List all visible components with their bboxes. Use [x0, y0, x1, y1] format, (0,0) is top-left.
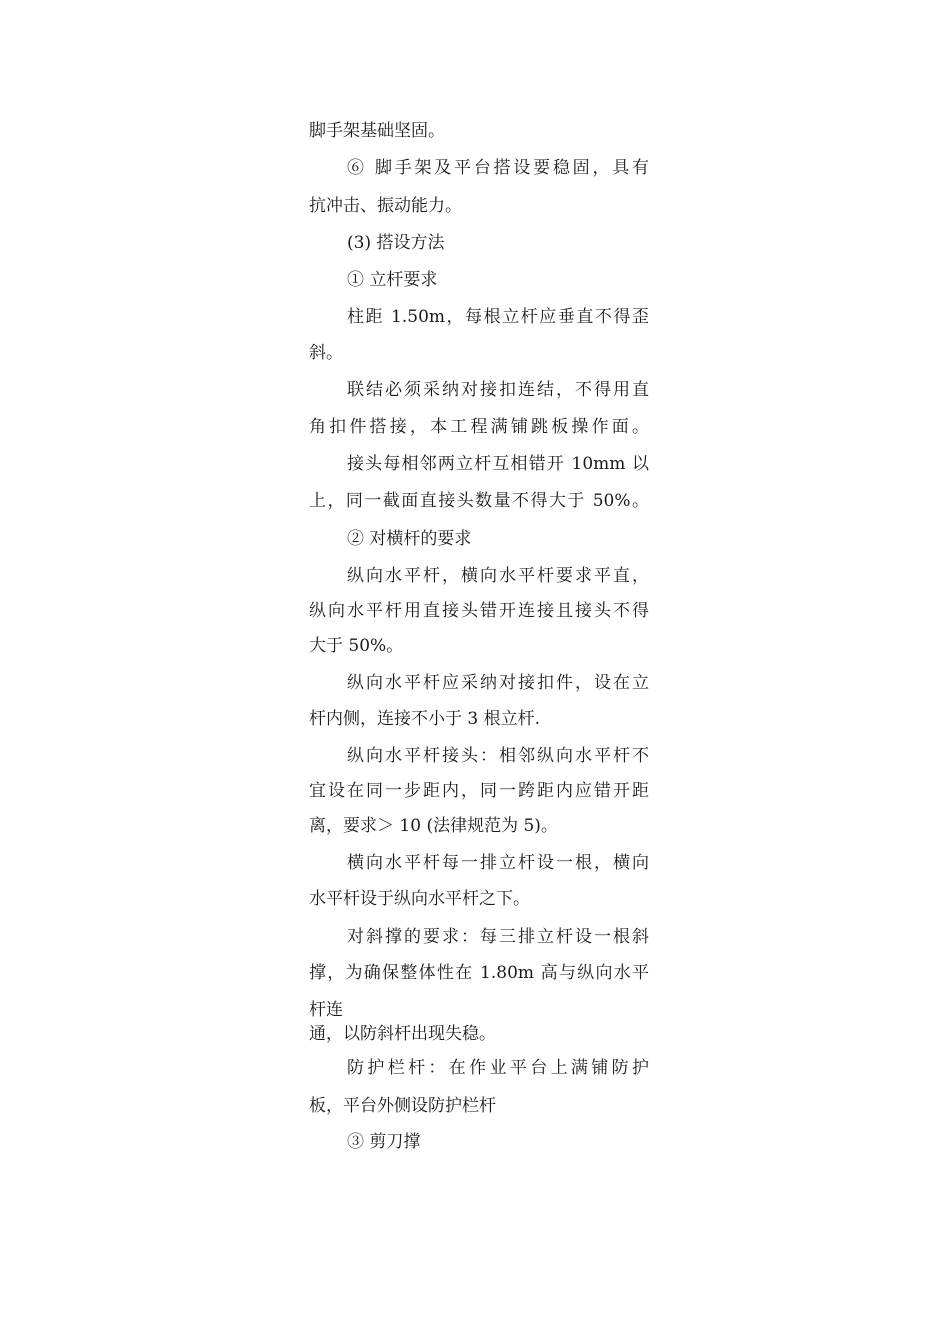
- text-line: 脚手架基础坚固。: [309, 121, 445, 141]
- subsection-heading: ② 对横杆的要求: [347, 529, 472, 549]
- text-line: 离，要求＞ 10 (法律规范为 5)。: [309, 816, 558, 836]
- text-line: 对斜撑的要求：每三排立杆设一根斜: [347, 927, 649, 947]
- text-line: 通，以防斜杆出现失稳。: [309, 1024, 496, 1044]
- text-line: 水平杆设于纵向水平杆之下。: [309, 889, 530, 909]
- text-line: 防护栏杆：在作业平台上满铺防护: [347, 1058, 649, 1078]
- text-line: 接头每相邻两立杆互相错开 10mm 以: [347, 454, 649, 474]
- text-line: 横向水平杆每一排立杆设一根，横向: [347, 853, 649, 873]
- text-line: 宜设在同一步距内，同一跨距内应错开距: [309, 781, 649, 801]
- text-line: 大于 50%。: [309, 636, 404, 656]
- text-line: 抗冲击、振动能力。: [309, 196, 462, 216]
- text-line: 联结必须采纳对接扣连结，不得用直: [347, 380, 649, 400]
- text-line: 纵向水平杆用直接头错开连接且接头不得: [309, 601, 649, 621]
- text-line: 纵向水平杆接头：相邻纵向水平杆不: [347, 746, 649, 766]
- text-line: 杆内侧，连接不小于 3 根立杆.: [309, 709, 541, 729]
- text-line: ⑥ 脚手架及平台搭设要稳固，具有: [347, 158, 649, 178]
- text-line: 撑，为确保整体性在 1.80m 高与纵向水平: [309, 963, 649, 983]
- text-line: 纵向水平杆应采纳对接扣件，设在立: [347, 673, 649, 693]
- text-line: 斜。: [309, 343, 343, 363]
- text-line: 角扣件搭接，本工程满铺跳板操作面。: [309, 417, 649, 437]
- text-line: 纵向水平杆，横向水平杆要求平直，: [347, 566, 649, 586]
- text-line: 柱距 1.50m，每根立杆应垂直不得歪: [347, 307, 649, 327]
- text-line: 板，平台外侧设防护栏杆: [309, 1096, 496, 1116]
- subsection-heading: ③ 剪刀撑: [347, 1132, 421, 1152]
- text-line: 杆连: [309, 1000, 343, 1020]
- section-heading: (3) 搭设方法: [347, 233, 445, 253]
- subsection-heading: ① 立杆要求: [347, 270, 438, 290]
- text-line: 上，同一截面直接头数量不得大于 50%。: [309, 491, 649, 511]
